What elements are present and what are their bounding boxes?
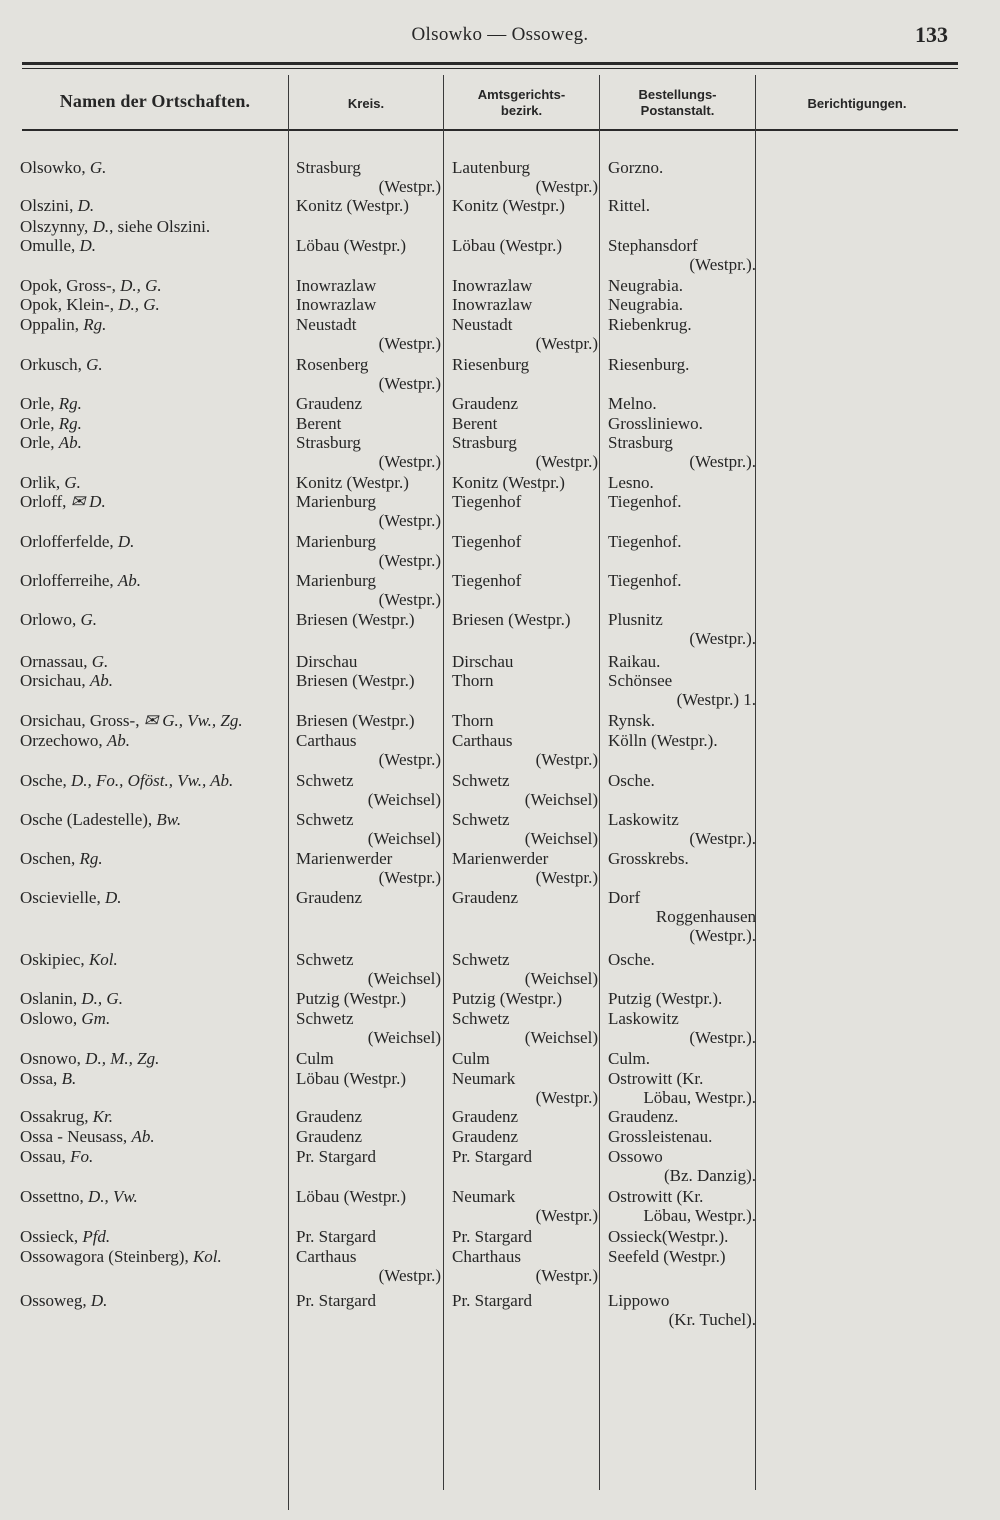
place-name-text: Orle, [20,414,55,433]
place-name-text: Ornassau, [20,652,88,671]
amtsgericht-cell-line: Lautenburg [452,158,531,177]
postanstalt-cell-line: (Westpr.). [689,452,756,471]
place-name [20,671,113,690]
amtsgericht-cell-line: (Westpr.) [535,1266,598,1285]
place-type: D., Vw. [88,1187,138,1206]
place-type: D. [104,888,122,907]
kreis-cell-line: (Westpr.) [378,334,441,353]
place-name-text: Ossakrug, [20,1107,89,1126]
postanstalt-cell-line: Riebenkrug. [608,315,692,334]
place-type: D. [117,532,135,551]
postanstalt-cell-line: Schönsee [608,671,673,690]
amtsgericht-cell-line: Pr. Stargard [452,1147,532,1166]
kreis-cell-line: Strasburg [296,158,361,177]
amtsgericht-cell-line: (Weichsel) [524,790,598,809]
place-name [20,473,81,492]
place-name-text: Orzechowo, [20,731,103,750]
postanstalt-cell-line: (Westpr.). [689,255,756,274]
kreis-cell-line: Berent [296,414,342,433]
postanstalt-cell-line: (Westpr.). [689,829,756,848]
place-type: Rg. [58,414,82,433]
place-name-text: Oslowo, [20,1009,78,1028]
amtsgericht-cell-line: (Westpr.) [535,1088,598,1107]
place-type: D., M., Zg. [85,1049,160,1068]
place-name [20,433,82,452]
column-header-postanstalt [600,87,755,119]
amtsgericht-cell-line: Inowrazlaw [452,295,533,314]
amtsgericht-cell-line: Briesen (Westpr.) [452,610,571,629]
column-header-postanstalt-line2: Postanstalt. [640,103,715,118]
postanstalt-cell-line: (Kr. Tuchel). [668,1310,756,1329]
place-name-text: Orlofferreihe, [20,571,114,590]
column-header-kreis: Kreis. [347,96,385,111]
place-type: D. [90,1291,108,1310]
column-divider [288,75,289,1510]
postanstalt-cell-line: Stephansdorf [608,236,698,255]
postanstalt-cell-line: Tiegenhof. [608,532,682,551]
kreis-cell-line: (Westpr.) [378,374,441,393]
postanstalt-cell-line: Riesenburg. [608,355,690,374]
kreis-cell-line: Pr. Stargard [296,1147,376,1166]
amtsgericht-cell-line: Inowrazlaw [452,276,533,295]
kreis-cell-line: Pr. Stargard [296,1291,376,1310]
place-type: Ab. [58,433,82,452]
place-type: Pfd. [82,1227,111,1246]
column-header-rule [22,129,958,131]
kreis-cell-line: Inowrazlaw [296,295,377,314]
postanstalt-cell-line: Tiegenhof. [608,492,682,511]
postanstalt-cell-line: Rittel. [608,196,651,215]
amtsgericht-cell-line: Konitz (Westpr.) [452,196,565,215]
amtsgericht-cell-line: Graudenz [452,1127,519,1146]
place-name-text: Orlofferfelde, [20,532,114,551]
place-name [20,1107,113,1126]
kreis-cell-line: (Weichsel) [367,829,441,848]
amtsgericht-cell-line: Konitz (Westpr.) [452,473,565,492]
kreis-cell-line: Culm [296,1049,334,1068]
postanstalt-cell-line: Neugrabia. [608,295,684,314]
place-name-text: Orloff, [20,492,67,511]
amtsgericht-cell-line: Thorn [452,711,494,730]
place-name [20,414,82,433]
place-name-text: Oslanin, [20,989,78,1008]
kreis-cell-line: Schwetz [296,950,354,969]
amtsgericht-cell-line: (Weichsel) [524,1028,598,1047]
place-name-text: Olszini, [20,196,74,215]
kreis-cell-line: Carthaus [296,1247,357,1266]
amtsgericht-cell-line: Schwetz [452,810,510,829]
kreis-cell-line: Löbau (Westpr.) [296,1187,407,1206]
amtsgericht-cell-line: Carthaus [452,731,513,750]
running-header-title: Olsowko — Ossoweg. [411,24,589,45]
place-type: D., G. [81,989,123,1008]
header-rule-thick [22,62,958,65]
postanstalt-cell-line: Laskowitz [608,810,679,829]
amtsgericht-cell-line: Schwetz [452,771,510,790]
place-name-text: Ossa, [20,1069,58,1088]
place-name [20,196,94,215]
kreis-cell-line: Marienburg [296,571,376,590]
place-name-text: Orsichau, [20,671,86,690]
kreis-cell-line: (Weichsel) [367,969,441,988]
amtsgericht-cell-line: Strasburg [452,433,517,452]
place-name-text: Osche (Ladestelle), [20,810,153,829]
postanstalt-cell-line: Neugrabia. [608,276,684,295]
amtsgericht-cell-line: (Westpr.) [535,334,598,353]
place-name [20,394,82,413]
place-name-text: Omulle, [20,236,76,255]
kreis-cell-line: (Weichsel) [367,1028,441,1047]
place-name-text: Orkusch, [20,355,82,374]
postanstalt-cell-line: Plusnitz [608,610,663,629]
place-name [20,236,96,255]
kreis-cell-line: Dirschau [296,652,358,671]
postanstalt-cell-line: Graudenz. [608,1107,679,1126]
kreis-cell-line: Löbau (Westpr.) [296,1069,407,1088]
postanstalt-cell-line: (Westpr.) 1. [676,690,756,709]
postanstalt-cell-line: Lippowo [608,1291,670,1310]
place-type: Kol. [88,950,118,969]
kreis-cell-line: Löbau (Westpr.) [296,236,407,255]
amtsgericht-cell-line: Pr. Stargard [452,1291,532,1310]
postanstalt-cell-line: Osche. [608,950,655,969]
place-type: D., G. [118,295,160,314]
column-divider [755,75,756,1490]
postanstalt-cell-line: Lesno. [608,473,654,492]
postanstalt-cell-line: (Westpr.). [689,926,756,945]
place-name [20,989,123,1008]
amtsgericht-cell-line: (Westpr.) [535,750,598,769]
kreis-cell-line: Marienburg [296,492,376,511]
place-type: D. [92,217,110,236]
amtsgericht-cell-line: Löbau (Westpr.) [452,236,563,255]
place-type: Fo. [70,1147,94,1166]
place-name-text: Ossoweg, [20,1291,87,1310]
column-divider [443,75,444,1490]
place-name [20,295,160,314]
place-name [20,1069,76,1088]
place-name [20,1147,93,1166]
place-name [20,217,210,236]
column-header-amtsgericht-line1: Amtsgerichts- [477,87,566,102]
place-type: D. [79,236,97,255]
place-name [20,849,103,868]
amtsgericht-cell-line: (Westpr.) [535,1206,598,1225]
amtsgericht-cell-line: Dirschau [452,652,514,671]
column-header-names: Namen der Ortschaften. [59,91,251,111]
place-name [20,810,181,829]
place-name [20,1291,107,1310]
amtsgericht-cell-line: Neustadt [452,315,513,334]
column-header-amtsgericht-line2: bezirk. [500,103,543,118]
kreis-cell-line: Graudenz [296,888,363,907]
postanstalt-cell-line: Ostrowitt (Kr. [608,1069,704,1088]
place-type: Gm. [81,1009,111,1028]
kreis-cell-line: Strasburg [296,433,361,452]
place-type: G. [80,610,97,629]
amtsgericht-cell-line: Tiegenhof [452,532,522,551]
postanstalt-cell-line: Roggenhausen [655,907,756,926]
place-type: G. [64,473,81,492]
kreis-cell-line: (Westpr.) [378,177,441,196]
place-type: Rg. [83,315,107,334]
place-type: G. [86,355,103,374]
postanstalt-cell-line: Kölln (Westpr.). [608,731,718,750]
place-name [20,315,106,334]
place-type: D., G. [120,276,162,295]
place-type: Rg. [58,394,82,413]
postanstalt-cell-line: Ostrowitt (Kr. [608,1187,704,1206]
kreis-cell-line: Konitz (Westpr.) [296,473,409,492]
place-name [20,492,106,511]
kreis-cell-line: Briesen (Westpr.) [296,671,415,690]
place-name [20,731,130,750]
amtsgericht-cell-line: Marienwerder [452,849,549,868]
amtsgericht-cell-line: Charthaus [452,1247,521,1266]
amtsgericht-cell-line: Graudenz [452,888,519,907]
place-name [20,610,97,629]
postanstalt-cell-line: Laskowitz [608,1009,679,1028]
place-name-text: Ossowagora (Steinberg), [20,1247,189,1266]
kreis-cell-line: Schwetz [296,1009,354,1028]
kreis-cell-line: Neustadt [296,315,357,334]
place-name-text: Osche, [20,771,67,790]
postanstalt-cell-line: Seefeld (Westpr.) [608,1247,726,1266]
kreis-cell-line: Putzig (Westpr.) [296,989,407,1008]
place-type: Kol. [192,1247,222,1266]
postanstalt-cell-line: Grossleistenau. [608,1127,713,1146]
place-name [20,355,103,374]
place-name [20,571,141,590]
postanstalt-cell-line: Grosskrebs. [608,849,689,868]
postanstalt-cell-line: Löbau, Westpr.). [643,1206,756,1225]
kreis-cell-line: (Westpr.) [378,511,441,530]
kreis-cell-line: (Westpr.) [378,590,441,609]
postanstalt-cell-line: Osche. [608,771,655,790]
postanstalt-cell-line: Melno. [608,394,657,413]
place-type: G. [89,158,107,177]
place-name-text: Olsowko, [20,158,86,177]
place-name-text: Orsichau, Gross-, [20,711,140,730]
postanstalt-cell-line: (Westpr.). [689,1028,756,1047]
postanstalt-cell-line: Grossliniewo. [608,414,703,433]
place-name-text: Opok, Klein-, [20,295,114,314]
place-name [20,711,243,730]
postanstalt-cell-line: Ossieck(Westpr.). [608,1227,729,1246]
amtsgericht-cell-line: Neumark [452,1069,516,1088]
place-name [20,1187,138,1206]
place-name [20,1227,110,1246]
place-type: Kr. [92,1107,114,1126]
kreis-cell-line: Briesen (Westpr.) [296,711,415,730]
amtsgericht-cell-line: Schwetz [452,1009,510,1028]
place-name-text: Ossau, [20,1147,66,1166]
postanstalt-cell-line: Rynsk. [608,711,656,730]
place-type: G. [91,652,109,671]
place-name [20,532,134,551]
amtsgericht-cell-line: (Westpr.) [535,452,598,471]
place-name [20,888,122,907]
kreis-cell-line: Pr. Stargard [296,1227,376,1246]
place-name [20,276,162,295]
place-name-text: Orle, [20,433,55,452]
place-type: ✉ G., Vw., Zg. [143,711,243,730]
place-name-text: Oscievielle, [20,888,101,907]
place-name-text: Oppalin, [20,315,80,334]
place-name-text: Orlik, [20,473,61,492]
kreis-cell-line: Schwetz [296,810,354,829]
place-name-text: Oschen, [20,849,76,868]
kreis-cell-line: (Westpr.) [378,551,441,570]
postanstalt-cell-line: Tiegenhof. [608,571,682,590]
place-type: Ab. [106,731,130,750]
amtsgericht-cell-line: Putzig (Westpr.) [452,989,563,1008]
postanstalt-cell-line: Dorf [608,888,641,907]
kreis-cell-line: Carthaus [296,731,357,750]
kreis-cell-line: Marienwerder [296,849,393,868]
place-name [20,1127,155,1146]
kreis-cell-line: (Weichsel) [367,790,441,809]
column-divider [599,75,600,1490]
amtsgericht-cell-line: Tiegenhof [452,492,522,511]
place-name-text: Ossieck, [20,1227,79,1246]
postanstalt-cell-line: Strasburg [608,433,673,452]
kreis-cell-line: Graudenz [296,1127,363,1146]
amtsgericht-cell-line: Schwetz [452,950,510,969]
place-type: D., Fo., Oföst., Vw., Ab. [70,771,234,790]
kreis-cell-line: Briesen (Westpr.) [296,610,415,629]
column-header-berichtigungen: Berichtigungen. [807,96,907,111]
amtsgericht-cell-line: Berent [452,414,498,433]
kreis-cell-line: Konitz (Westpr.) [296,196,409,215]
column-header-amtsgericht [444,87,599,119]
place-type: B. [61,1069,77,1088]
place-name-text: Orlowo, [20,610,77,629]
place-name-text: Osnowo, [20,1049,81,1068]
kreis-cell-line: Marienburg [296,532,376,551]
amtsgericht-cell-line: Graudenz [452,394,519,413]
amtsgericht-cell-line: (Weichsel) [524,969,598,988]
kreis-cell-line: (Westpr.) [378,868,441,887]
place-name-text: Olszynny, [20,217,89,236]
amtsgericht-cell-line: Neumark [452,1187,516,1206]
amtsgericht-cell-line: Pr. Stargard [452,1227,532,1246]
place-name-text: Orle, [20,394,55,413]
place-name-text: Ossettno, [20,1187,84,1206]
amtsgericht-cell-line: Riesenburg [452,355,530,374]
postanstalt-cell-line: (Bz. Danzig). [663,1166,756,1185]
place-name [20,652,108,671]
postanstalt-cell-line: Gorzno. [608,158,664,177]
kreis-cell-line: Schwetz [296,771,354,790]
postanstalt-cell-line: Löbau, Westpr.). [643,1088,756,1107]
postanstalt-cell-line: Ossowo [608,1147,663,1166]
postanstalt-cell-line: Putzig (Westpr.). [608,989,723,1008]
place-name-text: Oskipiec, [20,950,85,969]
place-name [20,158,106,177]
amtsgericht-cell-line: Tiegenhof [452,571,522,590]
kreis-cell-line: Inowrazlaw [296,276,377,295]
postanstalt-cell-line: Raikau. [608,652,661,671]
kreis-cell-line: (Westpr.) [378,452,441,471]
place-type: Rg. [79,849,103,868]
place-type: Ab. [131,1127,155,1146]
place-type: Ab. [117,571,141,590]
column-header-postanstalt-line1: Bestellungs- [638,87,717,102]
page-number: 133 [915,22,948,47]
kreis-cell-line: (Westpr.) [378,1266,441,1285]
amtsgericht-cell-line: Culm [452,1049,490,1068]
place-name [20,950,118,969]
amtsgericht-cell-line: Thorn [452,671,494,690]
place-name [20,1247,222,1266]
place-type: ✉ D. [70,492,106,511]
amtsgericht-cell-line: (Westpr.) [535,177,598,196]
place-name-text: Ossa - Neusass, [20,1127,128,1146]
place-cross-reference: , siehe Olszini. [109,217,211,236]
kreis-cell-line: (Westpr.) [378,750,441,769]
amtsgericht-cell-line: (Weichsel) [524,829,598,848]
kreis-cell-line: Rosenberg [296,355,369,374]
amtsgericht-cell-line: (Westpr.) [535,868,598,887]
kreis-cell-line: Graudenz [296,1107,363,1126]
amtsgericht-cell-line: Graudenz [452,1107,519,1126]
place-name [20,1009,110,1028]
place-name-text: Opok, Gross-, [20,276,116,295]
kreis-cell-line: Graudenz [296,394,363,413]
postanstalt-cell-line: (Westpr.). [689,629,756,648]
place-name [20,771,233,790]
place-name [20,1049,159,1068]
header-rule-thin [22,68,958,69]
place-type: Ab. [89,671,114,690]
place-type: D. [77,196,95,215]
postanstalt-cell-line: Culm. [608,1049,651,1068]
place-type: Bw. [156,810,182,829]
